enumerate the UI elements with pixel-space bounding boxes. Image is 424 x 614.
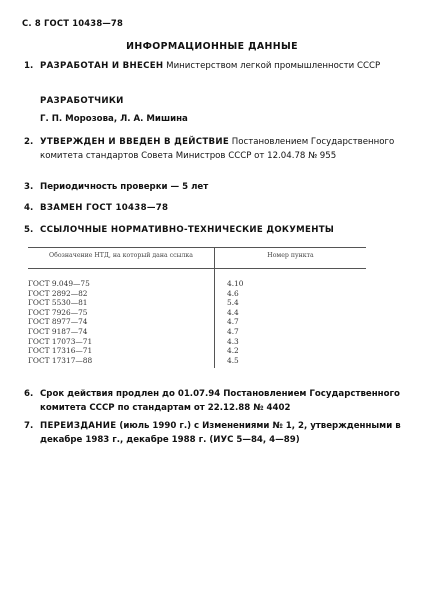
item-7	[24, 420, 406, 447]
table-row	[28, 356, 366, 369]
table-row	[28, 317, 366, 327]
item-number: 2.	[24, 137, 34, 147]
clause-cell: 4.4	[227, 307, 239, 317]
doc-cell: ГОСТ 2892—82	[28, 289, 215, 299]
item-text: Срок действия продлен до 01.07.94 Постановлением Государственного комитета СССР по стандартам от 22.12.88 № 4402	[40, 389, 400, 413]
doc-cell: ГОСТ 9187—74	[28, 327, 215, 337]
table-row	[28, 269, 366, 289]
clause-cell: 5.4	[227, 298, 239, 308]
doc-cell: ГОСТ 8977—74	[28, 317, 215, 327]
item-text: Постановлением Государственного комитета стандартов Совета Министров СССР от 12.04.78 № 955	[40, 137, 395, 161]
reference-table	[28, 247, 366, 368]
table-row	[28, 298, 366, 308]
page-header: С. 8 ГОСТ 10438—78	[22, 18, 123, 28]
table-row	[28, 346, 366, 356]
clause-cell: 4.6	[227, 288, 239, 298]
item-number: 3.	[24, 182, 34, 192]
item-caps: ВЗАМЕН ГОСТ 10438—78	[40, 203, 169, 213]
item-3	[24, 181, 406, 195]
table-row	[28, 289, 366, 299]
col-header-doc: Обозначение НТД, на который дана ссылка	[28, 248, 215, 269]
item-5	[24, 224, 406, 238]
item-text: Министерством легкой промышленности СССР	[166, 61, 381, 71]
table-row	[28, 308, 366, 318]
item-number: 7.	[24, 421, 34, 431]
clause-cell: 4.2	[227, 346, 239, 356]
table-row	[28, 327, 366, 337]
clause-cell: 4.5	[227, 355, 239, 365]
doc-cell: ГОСТ 17317—88	[28, 356, 215, 369]
table-row	[28, 337, 366, 347]
clause-cell: 4.7	[227, 326, 239, 336]
item-1	[24, 60, 406, 74]
item-number: 4.	[24, 203, 34, 213]
item-text: (июль 1990 г.) с Изменениями № 1, 2, утвержденными в декабре 1983 г., декабре 1988 г. (ИУС 5—84, 4—89)	[40, 421, 401, 445]
item-caps: ССЫЛОЧНЫЕ НОРМАТИВНО-ТЕХНИЧЕСКИЕ ДОКУМЕНТЫ	[40, 225, 335, 235]
col-header-clause: Номер пункта	[215, 248, 367, 269]
doc-cell: ГОСТ 9.049—75	[28, 269, 215, 289]
item-number: 6.	[24, 389, 34, 399]
section-title: ИНФОРМАЦИОННЫЕ ДАННЫЕ	[126, 41, 298, 52]
item-6	[24, 388, 406, 415]
developers-names: Г. П. Морозова, Л. А. Мишина	[40, 114, 188, 124]
doc-cell: ГОСТ 7926—75	[28, 308, 215, 318]
doc-cell: ГОСТ 5530—81	[28, 298, 215, 308]
item-caps: УТВЕРЖДЕН И ВВЕДЕН В ДЕЙСТВИЕ	[40, 137, 230, 147]
item-number: 1.	[24, 61, 34, 71]
table-body	[28, 269, 366, 369]
item-number: 5.	[24, 225, 34, 235]
doc-cell: ГОСТ 17316—71	[28, 346, 215, 356]
item-text: Периодичность проверки — 5 лет	[40, 182, 209, 192]
item-4	[24, 202, 406, 216]
item-caps: ПЕРЕИЗДАНИЕ	[40, 421, 117, 431]
clause-cell: 4.3	[227, 336, 239, 346]
item-2	[24, 136, 406, 163]
clause-cell: 4.10	[227, 279, 244, 288]
clause-cell: 4.7	[227, 317, 239, 327]
item-caps: РАЗРАБОТАН И ВНЕСЕН	[40, 61, 164, 71]
developers-heading: РАЗРАБОТЧИКИ	[40, 96, 124, 106]
doc-cell: ГОСТ 17073—71	[28, 337, 215, 347]
